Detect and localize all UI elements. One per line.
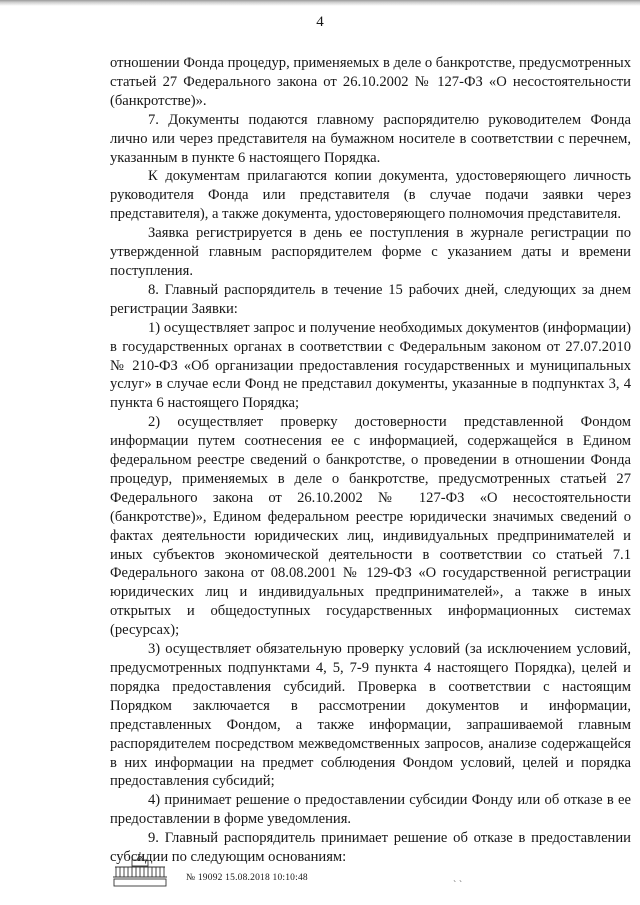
page-number: 4 [316, 14, 324, 30]
paragraph-registration: Заявка регистрируется в день ее поступления в журнале регистрации по утвержденной главным распорядителем форме с указанием даты и времени поступления. [110, 225, 631, 279]
scan-mark: ` ` [453, 880, 463, 891]
paragraph-item-8: 8. Главный распорядитель в течение 15 рабочих дней, следующих за днем регистрации Заявки: [110, 281, 631, 317]
registration-footer [110, 850, 410, 895]
registration-stamp: № 19092 15.08.2018 10:10:48 [186, 873, 308, 883]
document-body [110, 54, 631, 867]
paragraph-item-7: 7. Документы подаются главному распорядителю руководителем Фонда лично или через представителя на бумажном носителе в соответствии с перечнем, указанным в пункте 6 настоящего Порядка. [110, 111, 631, 166]
paragraph-item-9: 9. Главный распорядитель принимает решение об отказе в предоставлении субсидии по следующим основаниям: [110, 830, 631, 866]
paragraph-continuation: отношении Фонда процедур, применяемых в деле о банкротстве, предусмотренных статьей 27 Федерального закона от 26.10.2002 № 127-ФЗ «О несостоятельности (банкротстве)». [110, 55, 631, 109]
subitem-8-4: 4) принимает решение о предоставлении субсидии Фонду или об отказе в ее предоставлении в форме уведомления. [110, 792, 631, 828]
subitem-8-3: 3) осуществляет обязательную проверку условий (за исключением условий, предусмотренных подпунктами 4, 5, 7-9 пункта 4 настоящего Порядка), целей и порядка предоставления субсидий. Проверка в соответствии с настоящим Порядком заключается в рассмотрении документов и информации, представленных Фондом, а также информации, запрашиваемой главным распорядителем посредством межведомственных запросов, анализе содержащейся в них информации на предмет соблюдения Фондом условий, целей и порядка предоставления субсидий; [110, 641, 631, 790]
paragraph-attachments: К документам прилагаются копии документа, удостоверяющего личность руководителя Фонда или представителя (в случае подачи заявки через представителя), а также документа, удостоверяющего полномочия представителя. [110, 168, 631, 223]
subitem-8-2: 2) осуществляет проверку достоверности представленной Фондом информации путем соотнесения ее с информацией, содержащейся в Едином федеральном реестре сведений о банкротстве, о проведении в отношении Фонда процедур, применяемых в деле о банкротстве, предусмотренных статьей 27 Федерального закона от 26.10.2002 № 127-ФЗ «О несостоятельности (банкротстве)», Едином федеральном реестре юридически значимых сведений о фактах деятельности юридических лиц, индивидуальных предпринимателей и иных субъектов экономической деятельности в соответствии со статьей 7.1 Федерального закона от 08.08.2001 № 129-ФЗ «О государственной регистрации юридических лиц и индивидуальных предпринимателей», а также в иных открытых и общедоступных государственных информационных системах (ресурсах); [110, 414, 631, 639]
building-stamp-icon [110, 850, 170, 888]
subitem-8-1: 1) осуществляет запрос и получение необходимых документов (информации) в государственных органах в соответствии с Федеральным законом от 27.07.2010 № 210-ФЗ «Об организации предоставления государственных и муниципальных услуг» в случае если Фонд не представил документы, указанные в подпунктах 3, 4 пункта 6 настоящего Порядка; [110, 319, 631, 412]
scan-top-edge [0, 0, 640, 6]
